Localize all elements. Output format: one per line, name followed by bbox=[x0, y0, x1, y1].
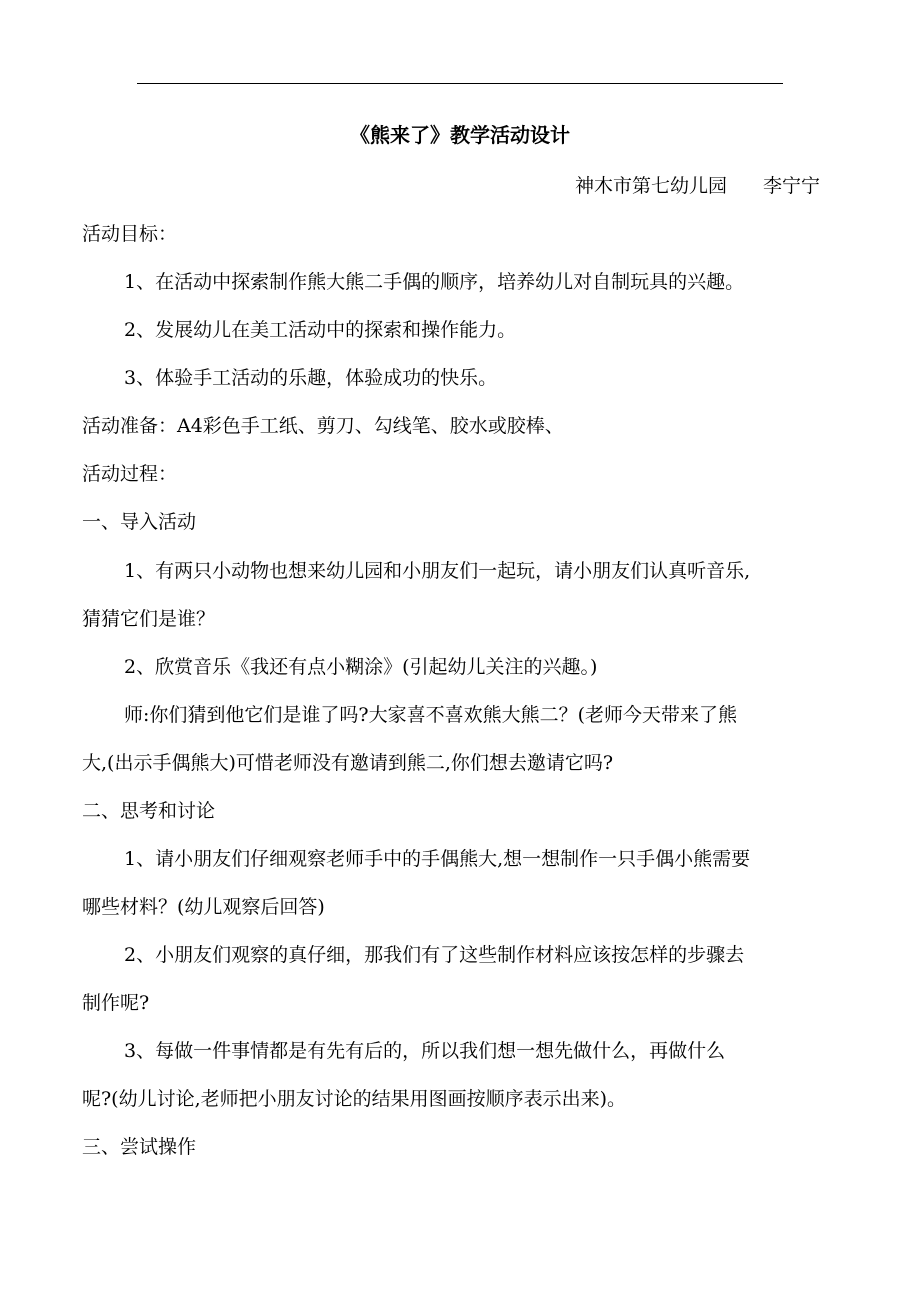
goals-heading: 活动目标： bbox=[82, 223, 178, 245]
paragraph-line: 2、欣赏音乐《我还有点小糊涂》(引起幼儿关注的兴趣。) bbox=[124, 656, 598, 678]
goal-item-2: 2、发展幼儿在美工活动中的探索和操作能力。 bbox=[124, 319, 517, 341]
preparation-line: 活动准备：A4彩色手工纸、剪刀、勾线笔、胶水或胶棒、 bbox=[82, 415, 564, 437]
paragraph-line: 1、有两只小动物也想来幼儿园和小朋友们一起玩，请小朋友们认真听音乐, bbox=[124, 560, 751, 582]
header-rule bbox=[137, 83, 783, 84]
process-heading: 活动过程： bbox=[82, 463, 178, 485]
section-heading-3: 三、尝试操作 bbox=[82, 1136, 197, 1158]
goal-item-3: 3、体验手工活动的乐趣，体验成功的快乐。 bbox=[124, 367, 498, 389]
document-title: 《熊来了》教学活动设计 bbox=[350, 123, 570, 147]
goal-item-1: 1、在活动中探索制作熊大熊二手偶的顺序，培养幼儿对自制玩具的兴趣。 bbox=[124, 271, 745, 293]
paragraph-line: 制作呢? bbox=[82, 992, 150, 1014]
paragraph-line: 2、小朋友们观察的真仔细，那我们有了这些制作材料应该按怎样的步骤去 bbox=[124, 944, 745, 966]
paragraph-line: 呢?(幼儿讨论,老师把小朋友讨论的结果用图画按顺序表示出来)。 bbox=[82, 1088, 627, 1110]
paragraph-line: 1、请小朋友们仔细观察老师手中的手偶熊大,想一想制作一只手偶小熊需要 bbox=[124, 848, 751, 870]
section-heading-2: 二、思考和讨论 bbox=[82, 800, 216, 822]
paragraph-line: 大,(出示手偶熊大)可惜老师没有邀请到熊二,你们想去邀请它吗? bbox=[82, 752, 614, 774]
author-line bbox=[575, 172, 820, 200]
school-name: 神木市第七幼儿园 bbox=[574, 175, 727, 197]
paragraph-line: 3、每做一件事情都是有先有后的，所以我们想一想先做什么，再做什么 bbox=[124, 1040, 726, 1062]
paragraph-line: 师:你们猜到他它们是谁了吗?大家喜不喜欢熊大熊二？(老师今天带来了熊 bbox=[124, 704, 738, 726]
section-heading-1: 一、导入活动 bbox=[82, 511, 197, 533]
paragraph-line: 猜猜它们是谁？ bbox=[82, 608, 216, 630]
paragraph-line: 哪些材料？(幼儿观察后回答) bbox=[82, 896, 325, 918]
author-name: 李宁宁 bbox=[762, 175, 820, 197]
